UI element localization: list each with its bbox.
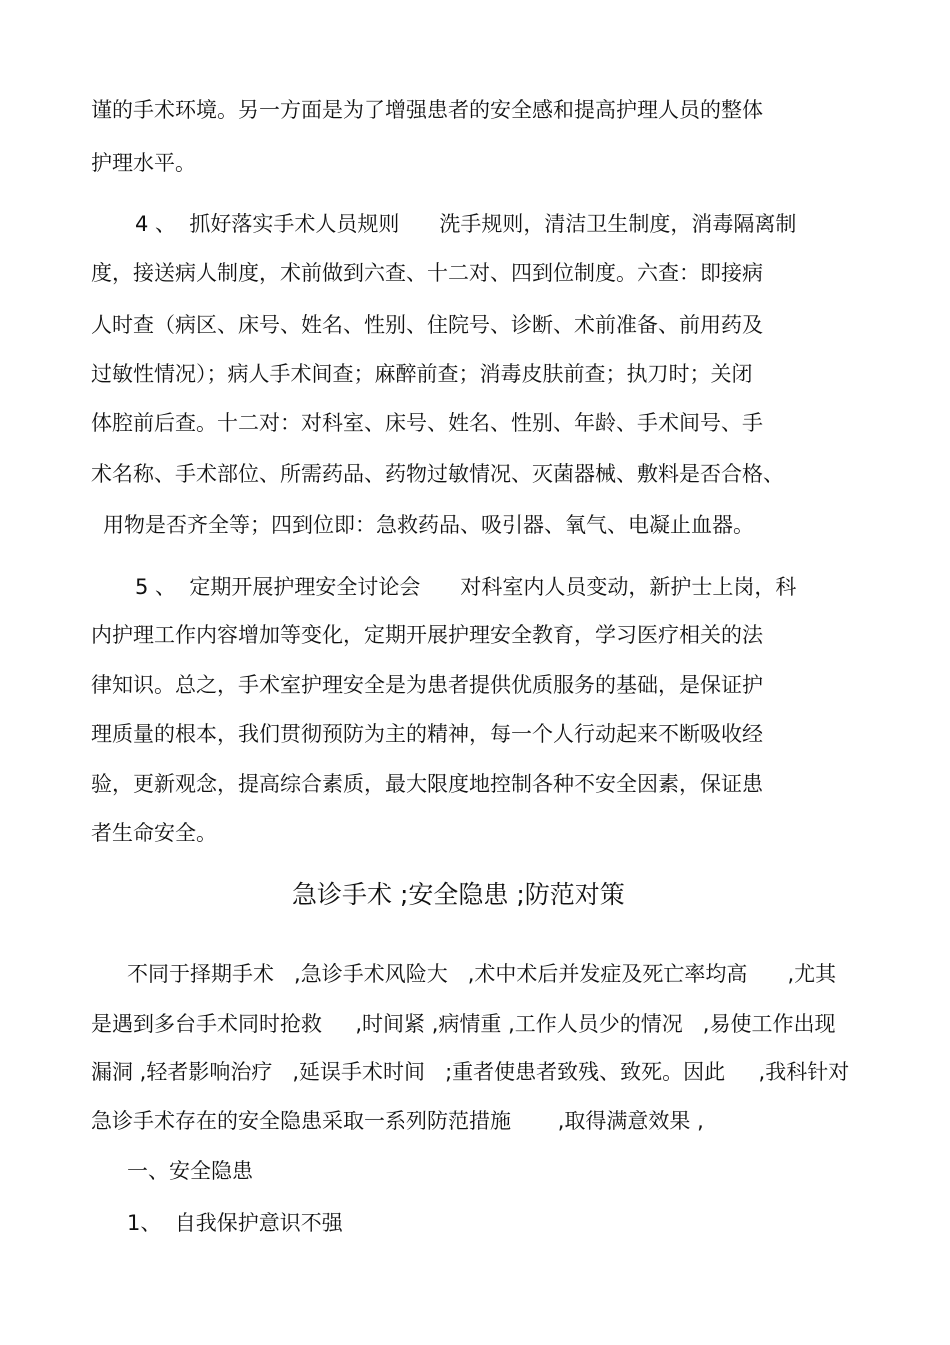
section-title: 急诊手术 ;安全隐患 ;防范对策 <box>292 880 625 909</box>
paragraph-line: 谨的手术环境。另一方面是为了增强患者的安全感和提高护理人员的整体 <box>91 98 763 122</box>
paragraph-line: 是遇到多台手术同时抢救 ,时间紧 ,病情重 ,工作人员少的情况 ,易使工作出现 <box>91 1012 836 1036</box>
paragraph-line: 体腔前后查。十二对：对科室、床号、姓名、性别、年龄、手术间号、手 <box>91 411 763 435</box>
paragraph-line: 漏洞 ,轻者影响治疗 ,延误手术时间 ;重者使患者致残、致死。因此 ,我科针对 <box>91 1060 850 1084</box>
subsection-heading: 1、 自我保护意识不强 <box>127 1211 343 1235</box>
paragraph-line: 律知识。总之，手术室护理安全是为患者提供优质服务的基础，是保证护 <box>91 673 763 697</box>
paragraph-line: 度，接送病人制度，术前做到六查、十二对、四到位制度。六查：即接病 <box>91 261 763 285</box>
paragraph-line: 术名称、手术部位、所需药品、药物过敏情况、灭菌器械、敷料是否合格、 <box>91 462 784 486</box>
paragraph-line: 急诊手术存在的安全隐患采取一系列防范措施 ,取得满意效果 , <box>91 1109 704 1133</box>
paragraph-line: 者生命安全。 <box>91 821 217 845</box>
paragraph-line: 理质量的根本，我们贯彻预防为主的精神，每一个人行动起来不断吸收经 <box>91 722 763 746</box>
paragraph-line: 不同于择期手术 ,急诊手术风险大 ,术中术后并发症及死亡率均高 ,尤其 <box>127 962 837 986</box>
paragraph-line: 内护理工作内容增加等变化，定期开展护理安全教育，学习医疗相关的法 <box>91 623 763 647</box>
paragraph-line: 用物是否齐全等；四到位即：急救药品、吸引器、氧气、电凝止血器。 <box>103 513 754 537</box>
paragraph-line: 5 、 定期开展护理安全讨论会 对科室内人员变动，新护士上岗，科 <box>135 575 797 599</box>
paragraph-line: 过敏性情况）；病人手术间查；麻醉前查；消毒皮肤前查；执刀时；关闭 <box>91 362 753 386</box>
paragraph-line: 4 、 抓好落实手术人员规则 洗手规则，清洁卫生制度，消毒隔离制 <box>135 212 797 236</box>
paragraph-line: 验，更新观念，提高综合素质，最大限度地控制各种不安全因素，保证患 <box>91 772 763 796</box>
paragraph-line: 护理水平。 <box>91 151 196 175</box>
section-heading: 一、安全隐患 <box>127 1159 253 1183</box>
paragraph-line: 人时查（病区、床号、姓名、性别、住院号、诊断、术前准备、前用药及 <box>91 313 763 337</box>
